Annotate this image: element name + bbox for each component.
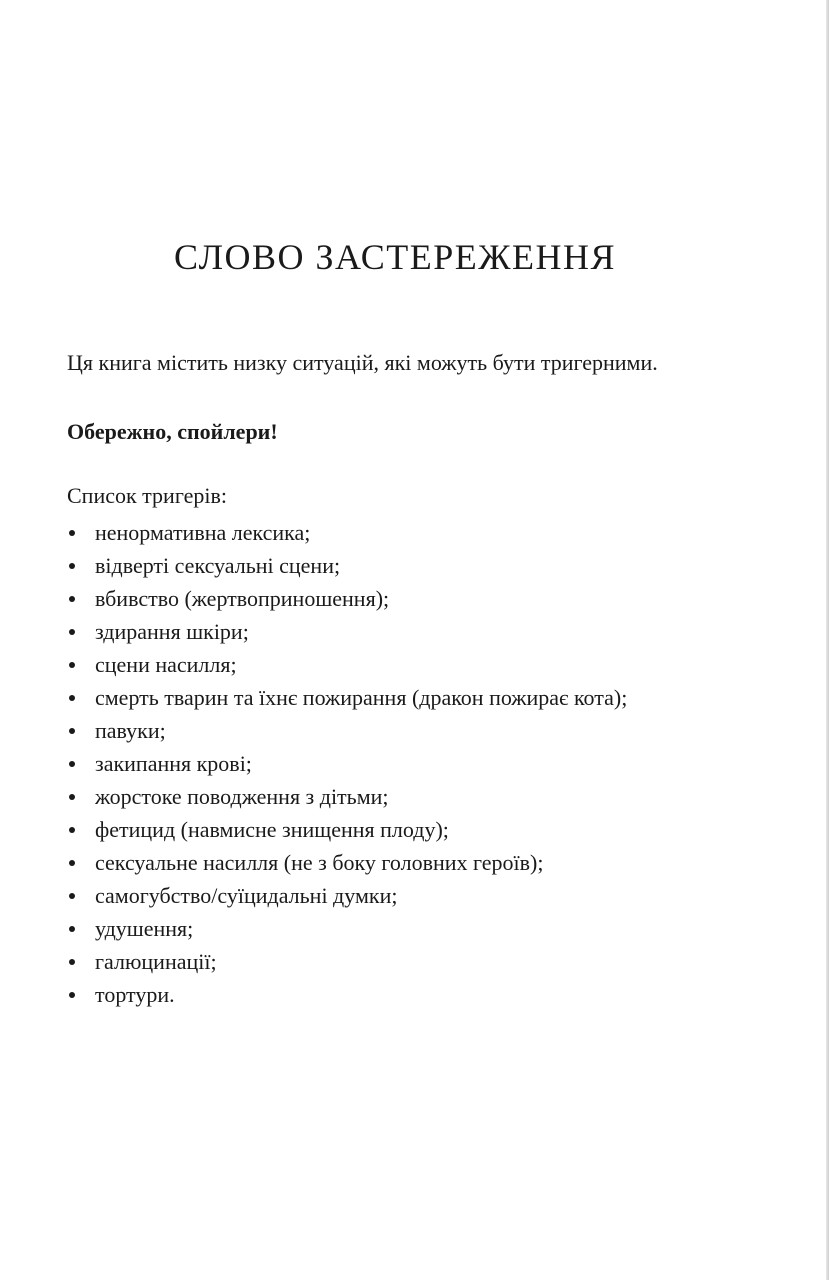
trigger-item [67,714,627,747]
trigger-item [67,978,627,1011]
trigger-text: сексуальне насилля (не з боку головних героїв); [95,850,544,875]
bullet-icon [69,794,75,800]
bullet-icon [69,530,75,536]
trigger-item [67,549,627,582]
trigger-item [67,648,627,681]
trigger-text: відверті сексуальні сцени; [95,553,341,578]
trigger-text: удушення; [95,916,194,941]
trigger-text: тортури. [95,982,175,1007]
trigger-text: сцени насилля; [95,652,237,677]
trigger-text: самогубство/суїцидальні думки; [95,883,398,908]
trigger-item [67,516,627,549]
trigger-item [67,813,627,846]
trigger-item [67,582,627,615]
trigger-item [67,879,627,912]
bullet-icon [69,926,75,932]
bullet-icon [69,728,75,734]
trigger-item [67,846,627,879]
bullet-icon [69,629,75,635]
trigger-item [67,945,627,978]
bullet-icon [69,563,75,569]
trigger-item [67,747,627,780]
trigger-item [67,780,627,813]
bullet-icon [69,893,75,899]
trigger-list [67,516,627,1011]
trigger-text: вбивство (жертвоприношення); [95,586,390,611]
trigger-text: закипання крові; [95,751,252,776]
trigger-list-heading: Список тригерів: [67,483,227,508]
trigger-text: жорстоке поводження з дітьми; [95,784,389,809]
trigger-text: галюцинації; [95,949,217,974]
bullet-icon [69,959,75,965]
bullet-icon [69,761,75,767]
bullet-icon [69,596,75,602]
bullet-icon [69,992,75,998]
trigger-item [67,681,627,714]
trigger-item [67,615,627,648]
page-title: СЛОВО ЗАСТЕРЕЖЕННЯ [173,237,617,277]
bullet-icon [69,695,75,701]
trigger-text: смерть тварин та їхнє пожирання (дракон пожирає кота); [95,685,628,710]
bullet-icon [69,662,75,668]
trigger-text: павуки; [95,718,166,743]
spoiler-warning: Обережно, спойлери! [67,419,278,444]
trigger-text: ненормативна лексика; [95,520,311,545]
trigger-item [67,912,627,945]
trigger-text: фетицид (навмисне знищення плоду); [95,817,449,842]
bullet-icon [69,860,75,866]
trigger-text: здирання шкіри; [95,619,249,644]
bullet-icon [69,827,75,833]
intro-paragraph: Ця книга містить низку ситуацій, які можуть бути тригерними. [67,350,658,375]
